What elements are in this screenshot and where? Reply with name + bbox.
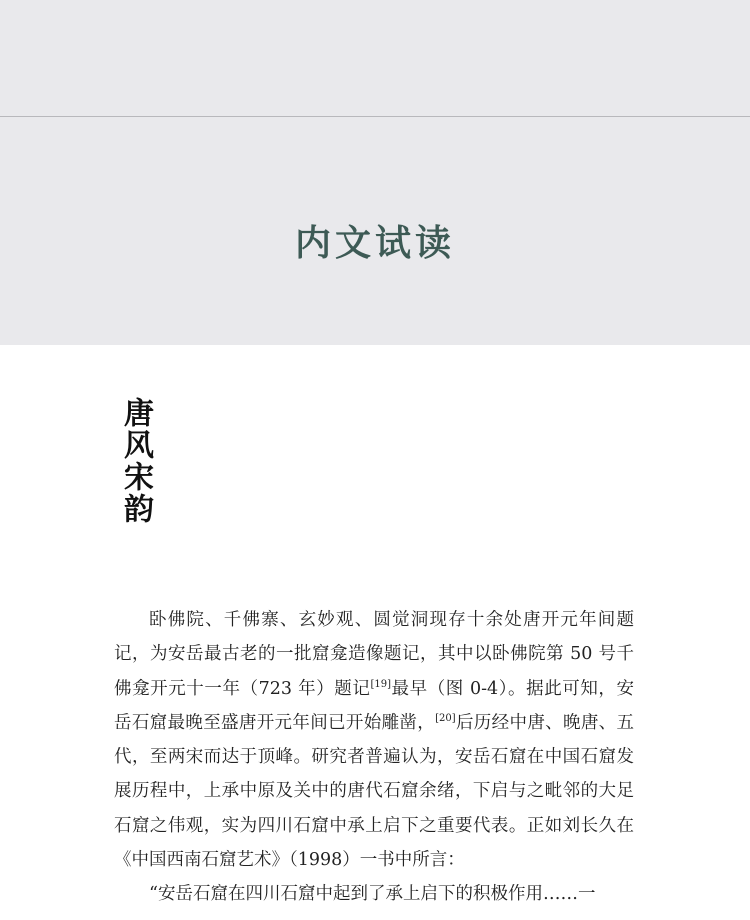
paragraph-1-part-a: 卧佛院、千佛寨、玄妙观、圆觉洞现存十余处唐开元年间题记，为安岳最古老的一批窟龛造像题记，其中以卧佛院第 50 号千佛龛开元十一年（723 年）题记 bbox=[114, 610, 634, 699]
paragraph-1-part-b: 最早（图 0-4）。据此可知，安岳石窟最晚至盛唐开元年间已开始雕凿， bbox=[114, 678, 634, 733]
paragraph-2-quote: “安岳石窟在四川石窟中起到了承上启下的积极作用……一 bbox=[149, 884, 596, 905]
paragraph-1-part-c: 后历经中唐、晚唐、五代，至两宋而达于顶峰。研究者普遍认为，安岳石窟在中国石窟发展历程中，上承中原及关中的唐代石窟余绪，下启与之毗邻的大足石窟之伟观，实为四川石窟中承上启下之重要代表。正如刘长久在《中国西南石窟艺术》（1998）一书中所言： bbox=[114, 712, 635, 871]
footnote-ref-19: [19] bbox=[370, 678, 391, 690]
paragraph-1 bbox=[114, 603, 634, 877]
header-banner bbox=[0, 0, 750, 345]
article-body bbox=[114, 603, 634, 912]
section-title: 唐风宋韵 bbox=[118, 397, 153, 525]
header-divider bbox=[0, 116, 750, 117]
footnote-ref-20: [20] bbox=[435, 713, 456, 725]
banner-title: 内文试读 bbox=[294, 222, 455, 264]
